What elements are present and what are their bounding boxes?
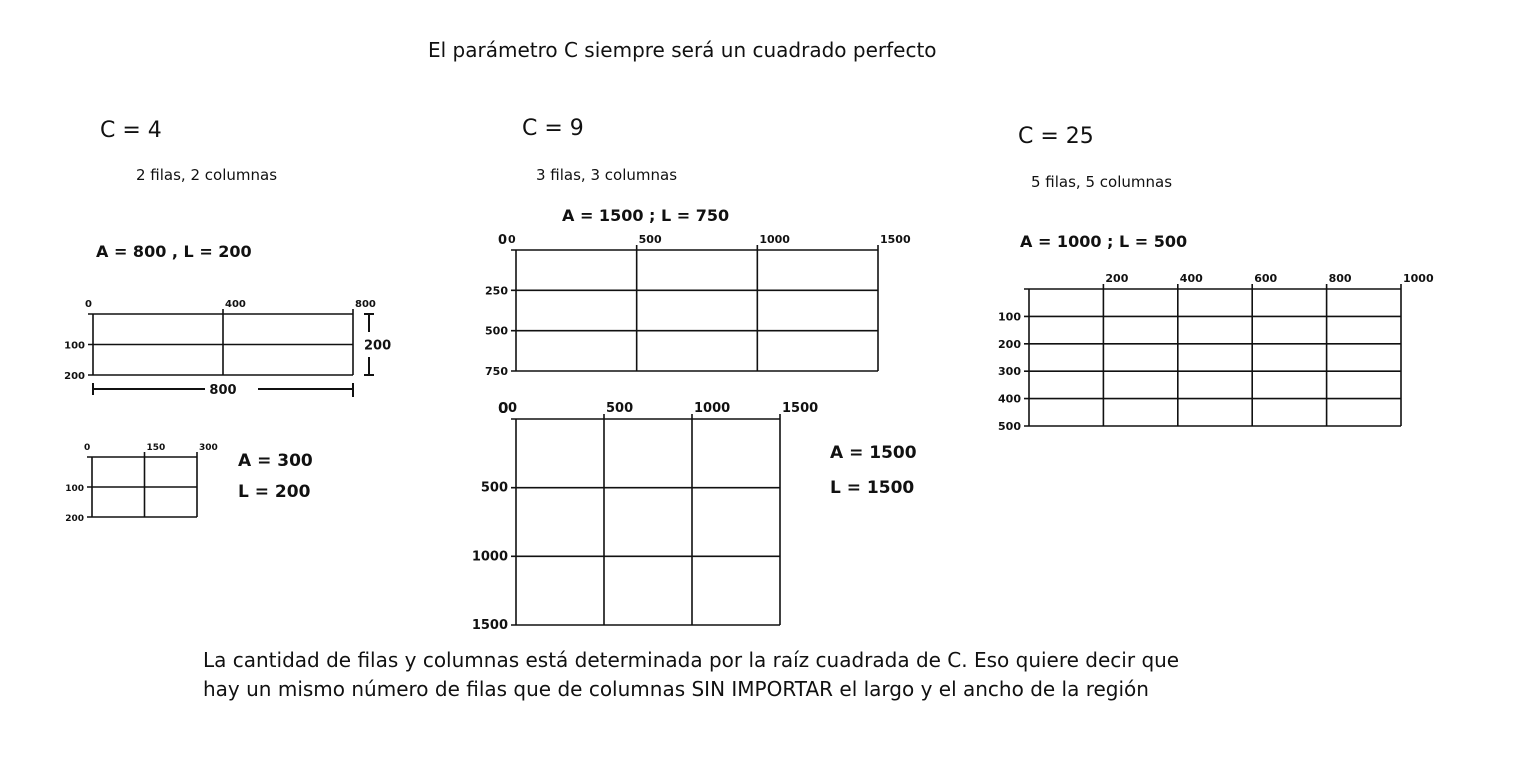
square-grid-height: L = 1500 <box>830 478 915 498</box>
x-tick-label: 200 <box>1105 272 1129 285</box>
small-grid-width: A = 300 <box>238 451 313 471</box>
y-tick-label: 1000 <box>471 549 508 565</box>
height-dimension-label: 200 <box>364 338 392 354</box>
x-tick-label: 800 <box>355 299 376 310</box>
c25-subtitle: 5 filas, 5 columnas <box>1031 173 1173 191</box>
c4-label: C = 4 <box>100 118 162 143</box>
y-tick-label: 400 <box>998 392 1021 406</box>
x-tick-label: 1500 <box>880 233 911 246</box>
c4-dims: A = 800 , L = 200 <box>96 242 252 261</box>
y-tick-label-zero: 0 <box>498 233 508 248</box>
x-tick-label: 800 <box>1328 272 1352 285</box>
x-tick-label: 400 <box>225 299 246 310</box>
c9-label: C = 9 <box>522 116 584 141</box>
c9-subtitle: 3 filas, 3 columnas <box>536 166 678 184</box>
y-tick-label: 200 <box>64 371 85 382</box>
x-tick-label: 1000 <box>694 401 731 416</box>
width-dimension-label: 800 <box>209 383 237 398</box>
small-grid-height: L = 200 <box>238 482 311 502</box>
x-tick-label: 500 <box>638 233 662 246</box>
x-tick-label: 0 <box>508 401 518 416</box>
c9-dims: A = 1500 ; L = 750 <box>562 206 730 225</box>
x-tick-label: 600 <box>1254 272 1278 285</box>
y-tick-label: 200 <box>65 514 84 524</box>
c4-subtitle: 2 filas, 2 columnas <box>136 166 278 184</box>
y-tick-label: 200 <box>998 337 1021 351</box>
y-tick-label: 500 <box>485 324 508 338</box>
diagram-title: El parámetro C siempre será un cuadrado perfecto <box>428 38 937 62</box>
footer-line-2: hay un mismo número de filas que de columnas SIN IMPORTAR el largo y el ancho de la región <box>203 677 1149 701</box>
x-tick-label: 0 <box>84 443 91 453</box>
footer-line-1: La cantidad de filas y columnas está determinada por la raíz cuadrada de C. Eso quiere decir que <box>203 648 1180 672</box>
y-tick-label: 100 <box>65 484 84 494</box>
x-tick-label: 300 <box>199 443 218 453</box>
y-tick-label: 1500 <box>471 618 508 633</box>
y-tick-label: 300 <box>998 365 1021 379</box>
x-tick-label: 400 <box>1179 272 1203 285</box>
x-tick-label: 500 <box>606 401 634 416</box>
x-tick-label: 0 <box>508 233 516 246</box>
c25-dims: A = 1000 ; L = 500 <box>1020 232 1188 251</box>
y-tick-label: 500 <box>480 480 508 496</box>
x-tick-label: 1000 <box>1403 272 1434 285</box>
y-tick-label: 250 <box>485 284 508 298</box>
y-tick-label: 500 <box>998 420 1021 433</box>
y-tick-label: 100 <box>998 310 1021 324</box>
x-tick-label: 0 <box>85 299 92 310</box>
x-tick-label: 1500 <box>782 401 819 416</box>
x-tick-label: 150 <box>146 443 166 453</box>
y-tick-label: 750 <box>485 365 508 378</box>
y-tick-label: 100 <box>64 340 85 352</box>
x-tick-label: 1000 <box>759 233 790 246</box>
y-tick-label-zero: 0 <box>498 399 509 417</box>
c25-label: C = 25 <box>1018 124 1094 149</box>
square-grid-width: A = 1500 <box>830 443 917 463</box>
